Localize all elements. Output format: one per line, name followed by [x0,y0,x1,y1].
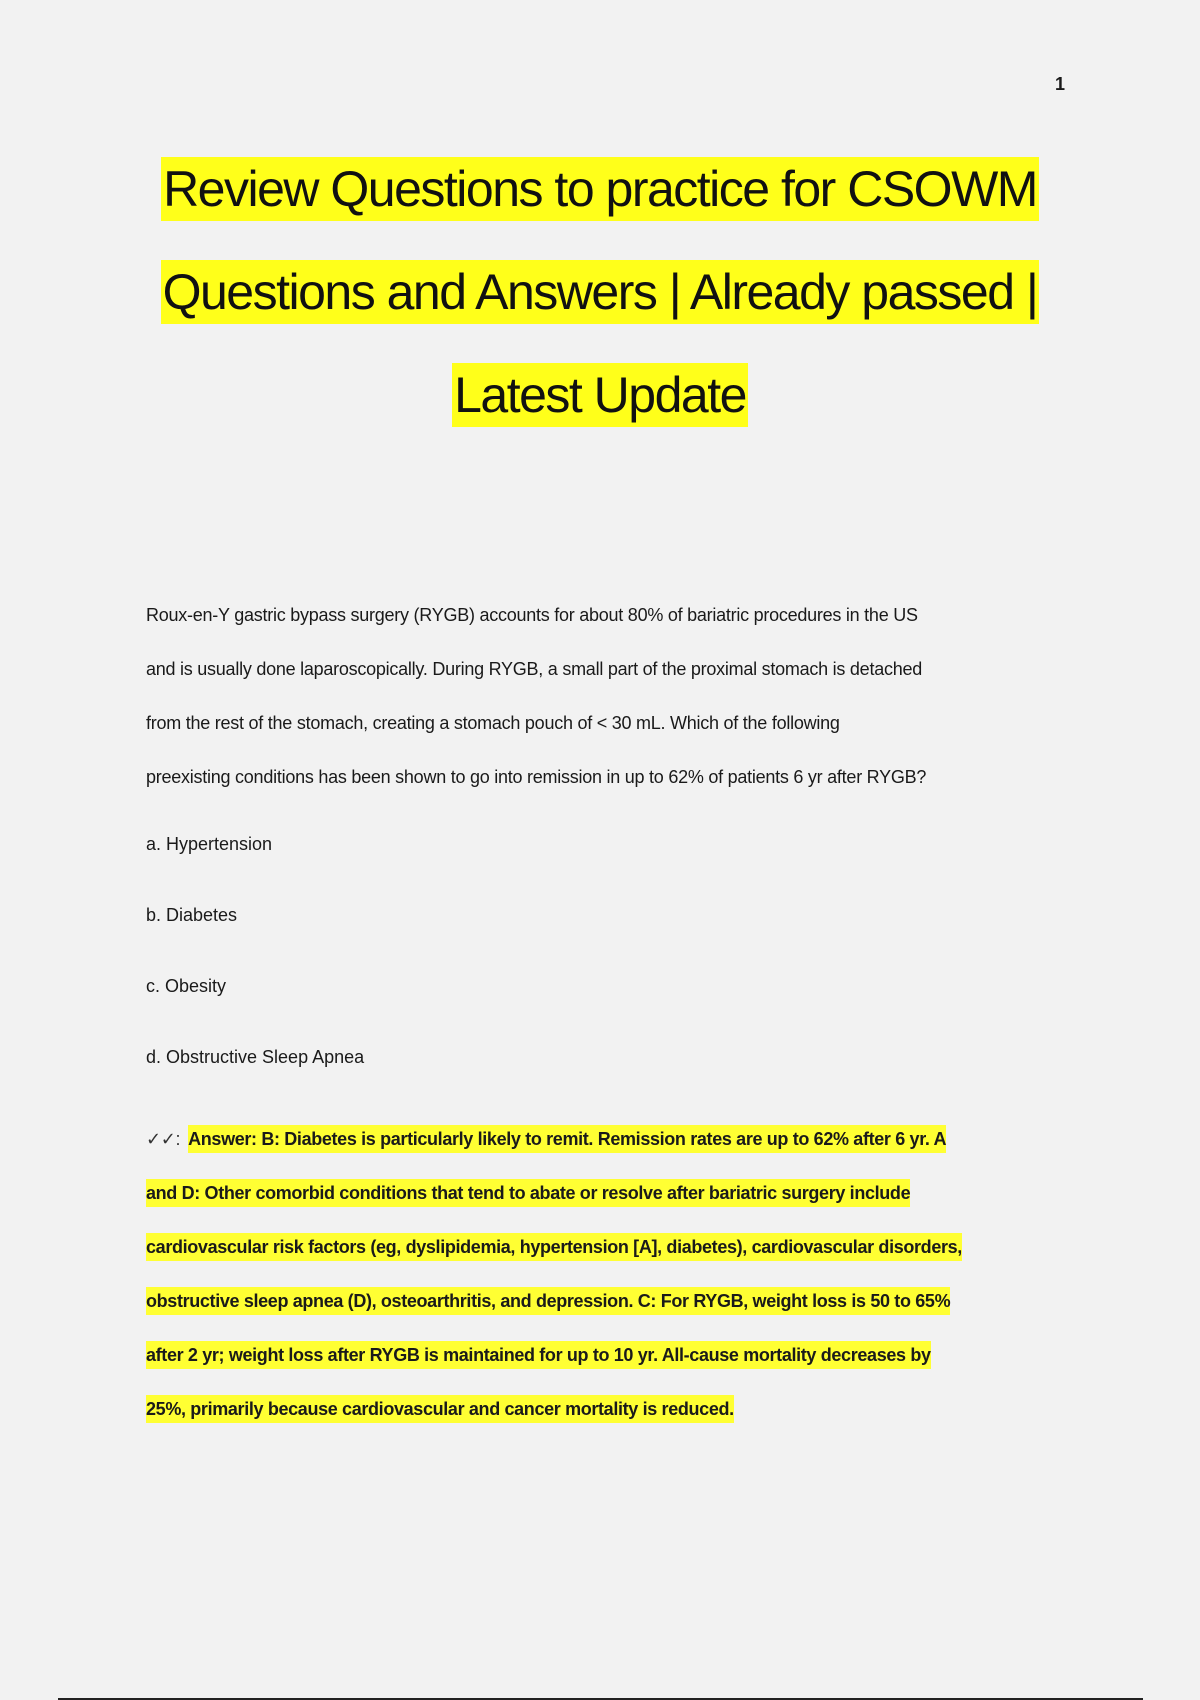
answer-line-1: ✓✓: Answer: B: Diabetes is particularly likely to remit. Remission rates are up to 62% after 6 yr. A [146,1112,1066,1166]
answer-line: after 2 yr; weight loss after RYGB is maintained for up to 10 yr. All-cause mortality decreases by [146,1328,1066,1382]
answer-line: cardiovascular risk factors (eg, dyslipidemia, hypertension [A], diabetes), cardiovascular disorders, [146,1220,1066,1274]
answer-line: obstructive sleep apnea (D), osteoarthritis, and depression. C: For RYGB, weight loss is 50 to 65% [146,1274,1066,1328]
question-line: preexisting conditions has been shown to go into remission in up to 62% of patients 6 yr after RYGB? [146,767,927,787]
answer-line: and D: Other comorbid conditions that tend to abate or resolve after bariatric surgery include [146,1166,1066,1220]
question-line: and is usually done laparoscopically. During RYGB, a small part of the proximal stomach is detached [146,659,922,679]
title-line-1: Review Questions to practice for CSOWM [100,138,1100,241]
page-number: 1 [1054,74,1065,94]
option-a: a. Hypertension [146,834,273,854]
double-check-icon: ✓✓: [146,1129,181,1149]
answer-block [146,1112,1066,1436]
title-line-2: Questions and Answers | Already passed | [100,241,1100,344]
document-title [100,138,1100,447]
question-text [146,588,1066,804]
question-line: from the rest of the stomach, creating a stomach pouch of < 30 mL. Which of the following [146,713,840,733]
question-line: Roux-en-Y gastric bypass surgery (RYGB) accounts for about 80% of bariatric procedures in the US [146,605,918,625]
option-d: d. Obstructive Sleep Apnea [146,1047,365,1067]
option-c: c. Obesity [146,976,227,996]
option-b: b. Diabetes [146,905,238,925]
title-line-3: Latest Update [100,344,1100,447]
answer-line: 25%, primarily because cardiovascular and cancer mortality is reduced. [146,1382,1066,1436]
